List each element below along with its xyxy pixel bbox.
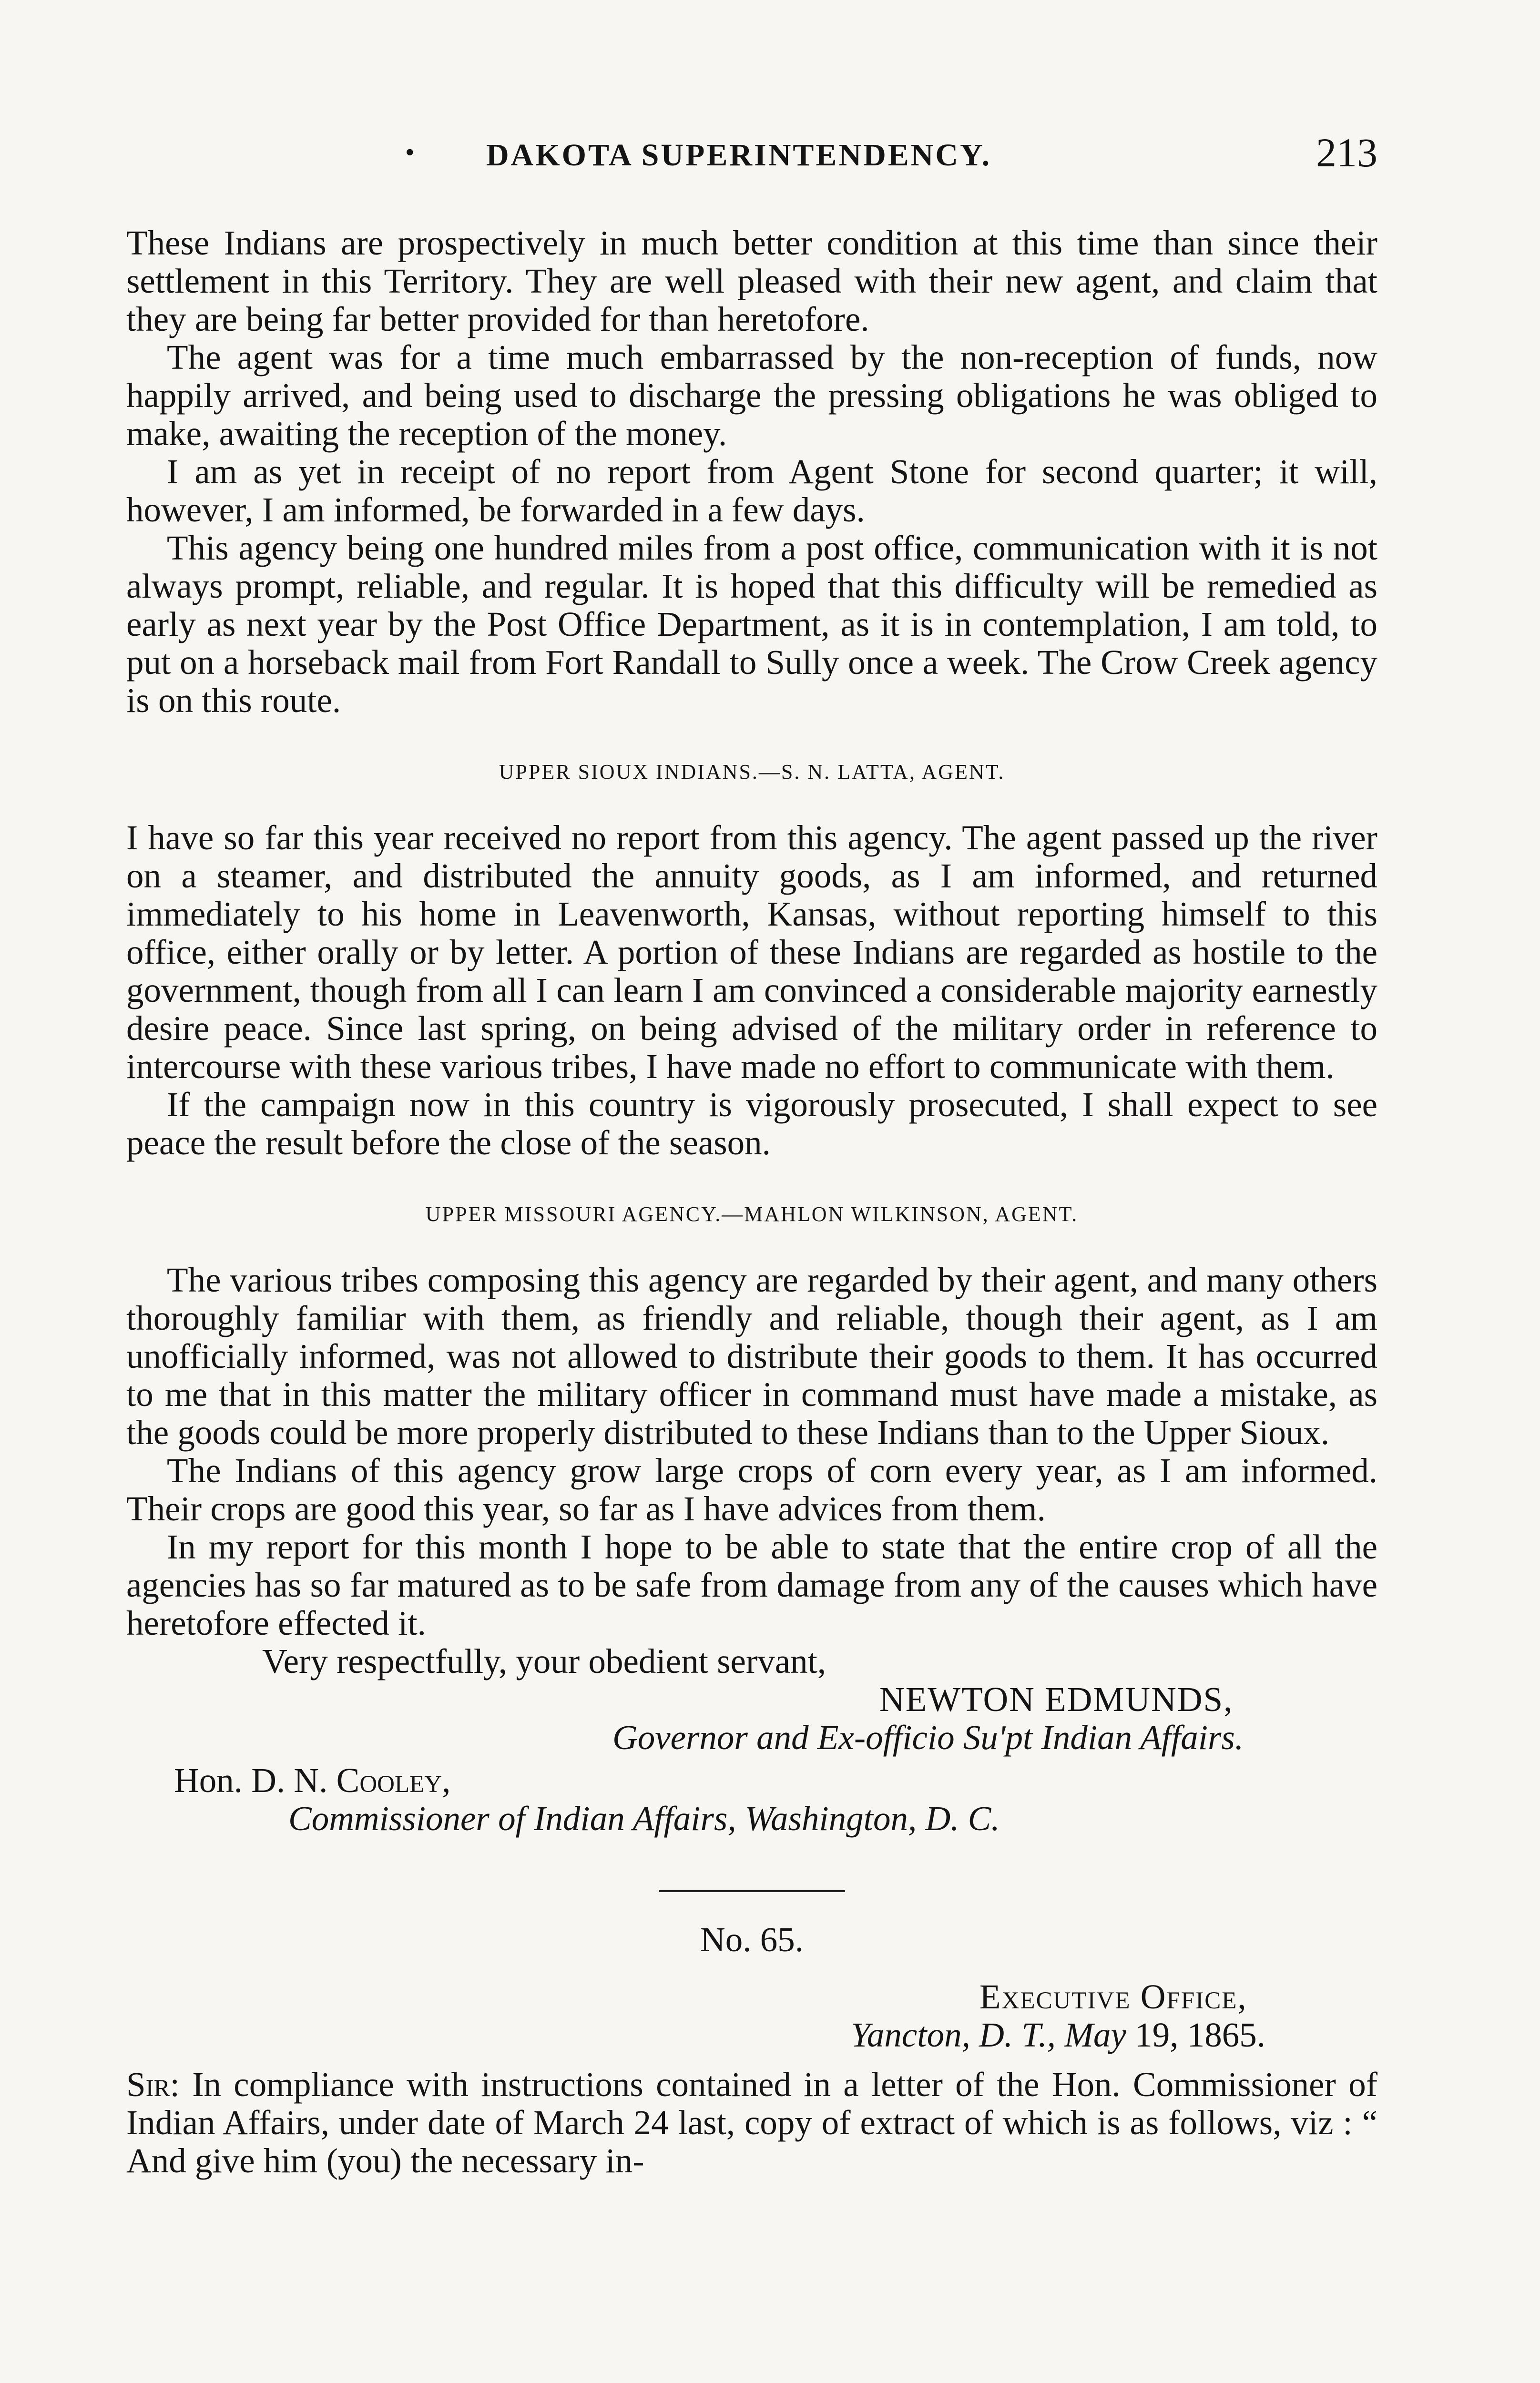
- paragraph: The Indians of this agency grow large crops of corn every year, as I am informed. Their crops are good this year, so far as I have advices from them.: [126, 1451, 1377, 1528]
- signer-name: NEWTON EDMUNDS,: [879, 1680, 1234, 1719]
- section-heading-upper-missouri: UPPER MISSOURI AGENCY.—MAHLON WILKINSON, AGENT.: [425, 1202, 1079, 1226]
- paragraph: The various tribes composing this agency are regarded by their agent, and many others thoroughly familiar with them, as friendly and reliable, though their agent, as I am unofficially informed, was not allowed to distribute their goods to them. It has occurred to me that in this matter the military officer in command must have made a mistake, as the goods could be more properly distributed to these Indians than to the Upper Sioux.: [126, 1261, 1377, 1452]
- addressee-prefix: Hon. D. N.: [174, 1761, 337, 1800]
- page-number: 213: [1316, 130, 1377, 175]
- header-bullet: •: [405, 138, 415, 167]
- paragraph: In my report for this month I hope to be able to state that the entire crop of all the agencies has so far matured as to be safe from damage from any of the causes which have heretofore effected it.: [126, 1528, 1377, 1642]
- addressee-title: Commissioner of Indian Affairs, Washington, D. C.: [288, 1799, 1000, 1838]
- dateline: [126, 2016, 1377, 2054]
- paragraph: I am as yet in receipt of no report from Agent Stone for second quarter; it will, however, I am informed, be forwarded in a few days.: [126, 452, 1377, 529]
- section-divider: [659, 1890, 845, 1892]
- paragraph: These Indians are prospectively in much better condition at this time than since their settlement in this Territory. They are well pleased with their new agent, and claim that they are being far better provided for than heretofore.: [126, 224, 1377, 338]
- office-line: Executive Office,: [979, 1977, 1247, 2016]
- addressee-name: Cooley,: [336, 1761, 451, 1800]
- body-text: [126, 224, 1377, 2180]
- signer-title: Governor and Ex-officio Su'pt Indian Affairs.: [612, 1718, 1244, 1757]
- header-title: DAKOTA SUPERINTENDENCY.: [486, 138, 992, 173]
- addressee: [126, 1762, 1377, 1800]
- paragraph: The agent was for a time much embarrassed by the non-reception of funds, now happily arrived, and being used to discharge the pressing obligations he was obliged to make, awaiting the reception of the money.: [126, 338, 1377, 453]
- salutation-sir: Sir: [126, 2065, 170, 2104]
- opening-text: : In compliance with instructions contained in a letter of the Hon. Commissioner of Indian Affairs, under date of March 24 last, copy of extract of which is as follows, viz : “ And give him (you) the necessary in-: [126, 2065, 1377, 2180]
- dateline-date: 19, 1865.: [1126, 2016, 1265, 2054]
- paragraph: If the campaign now in this country is vigorously prosecuted, I shall expect to see peace the result before the close of the season.: [126, 1085, 1377, 1162]
- closing-salutation: Very respectfully, your obedient servant,: [262, 1642, 826, 1680]
- document-number: No. 65.: [700, 1920, 804, 1959]
- dateline-place: Yancton, D. T., May: [851, 2016, 1126, 2054]
- paragraph: [126, 2066, 1377, 2180]
- paragraph: This agency being one hundred miles from a post office, communication with it is not always prompt, reliable, and regular. It is hoped that this difficulty will be remedied as early as next year by the Post Office Department, as it is in contemplation, I am told, to put on a horseback mail from Fort Randall to Sully once a week. The Crow Creek agency is on this route.: [126, 529, 1377, 720]
- paragraph: I have so far this year received no report from this agency. The agent passed up the river on a steamer, and distributed the annuity goods, as I am informed, and returned immediately to his home in Leavenworth, Kansas, without reporting himself to this office, either orally or by letter. A portion of these Indians are regarded as hostile to the government, though from all I can learn I am convinced a considerable majority earnestly desire peace. Since last spring, on being advised of the military order in reference to intercourse with these various tribes, I have made no effort to communicate with them.: [126, 818, 1377, 1086]
- section-heading-upper-sioux: UPPER SIOUX INDIANS.—S. N. LATTA, AGENT.: [499, 760, 1005, 784]
- running-header: [129, 129, 1377, 181]
